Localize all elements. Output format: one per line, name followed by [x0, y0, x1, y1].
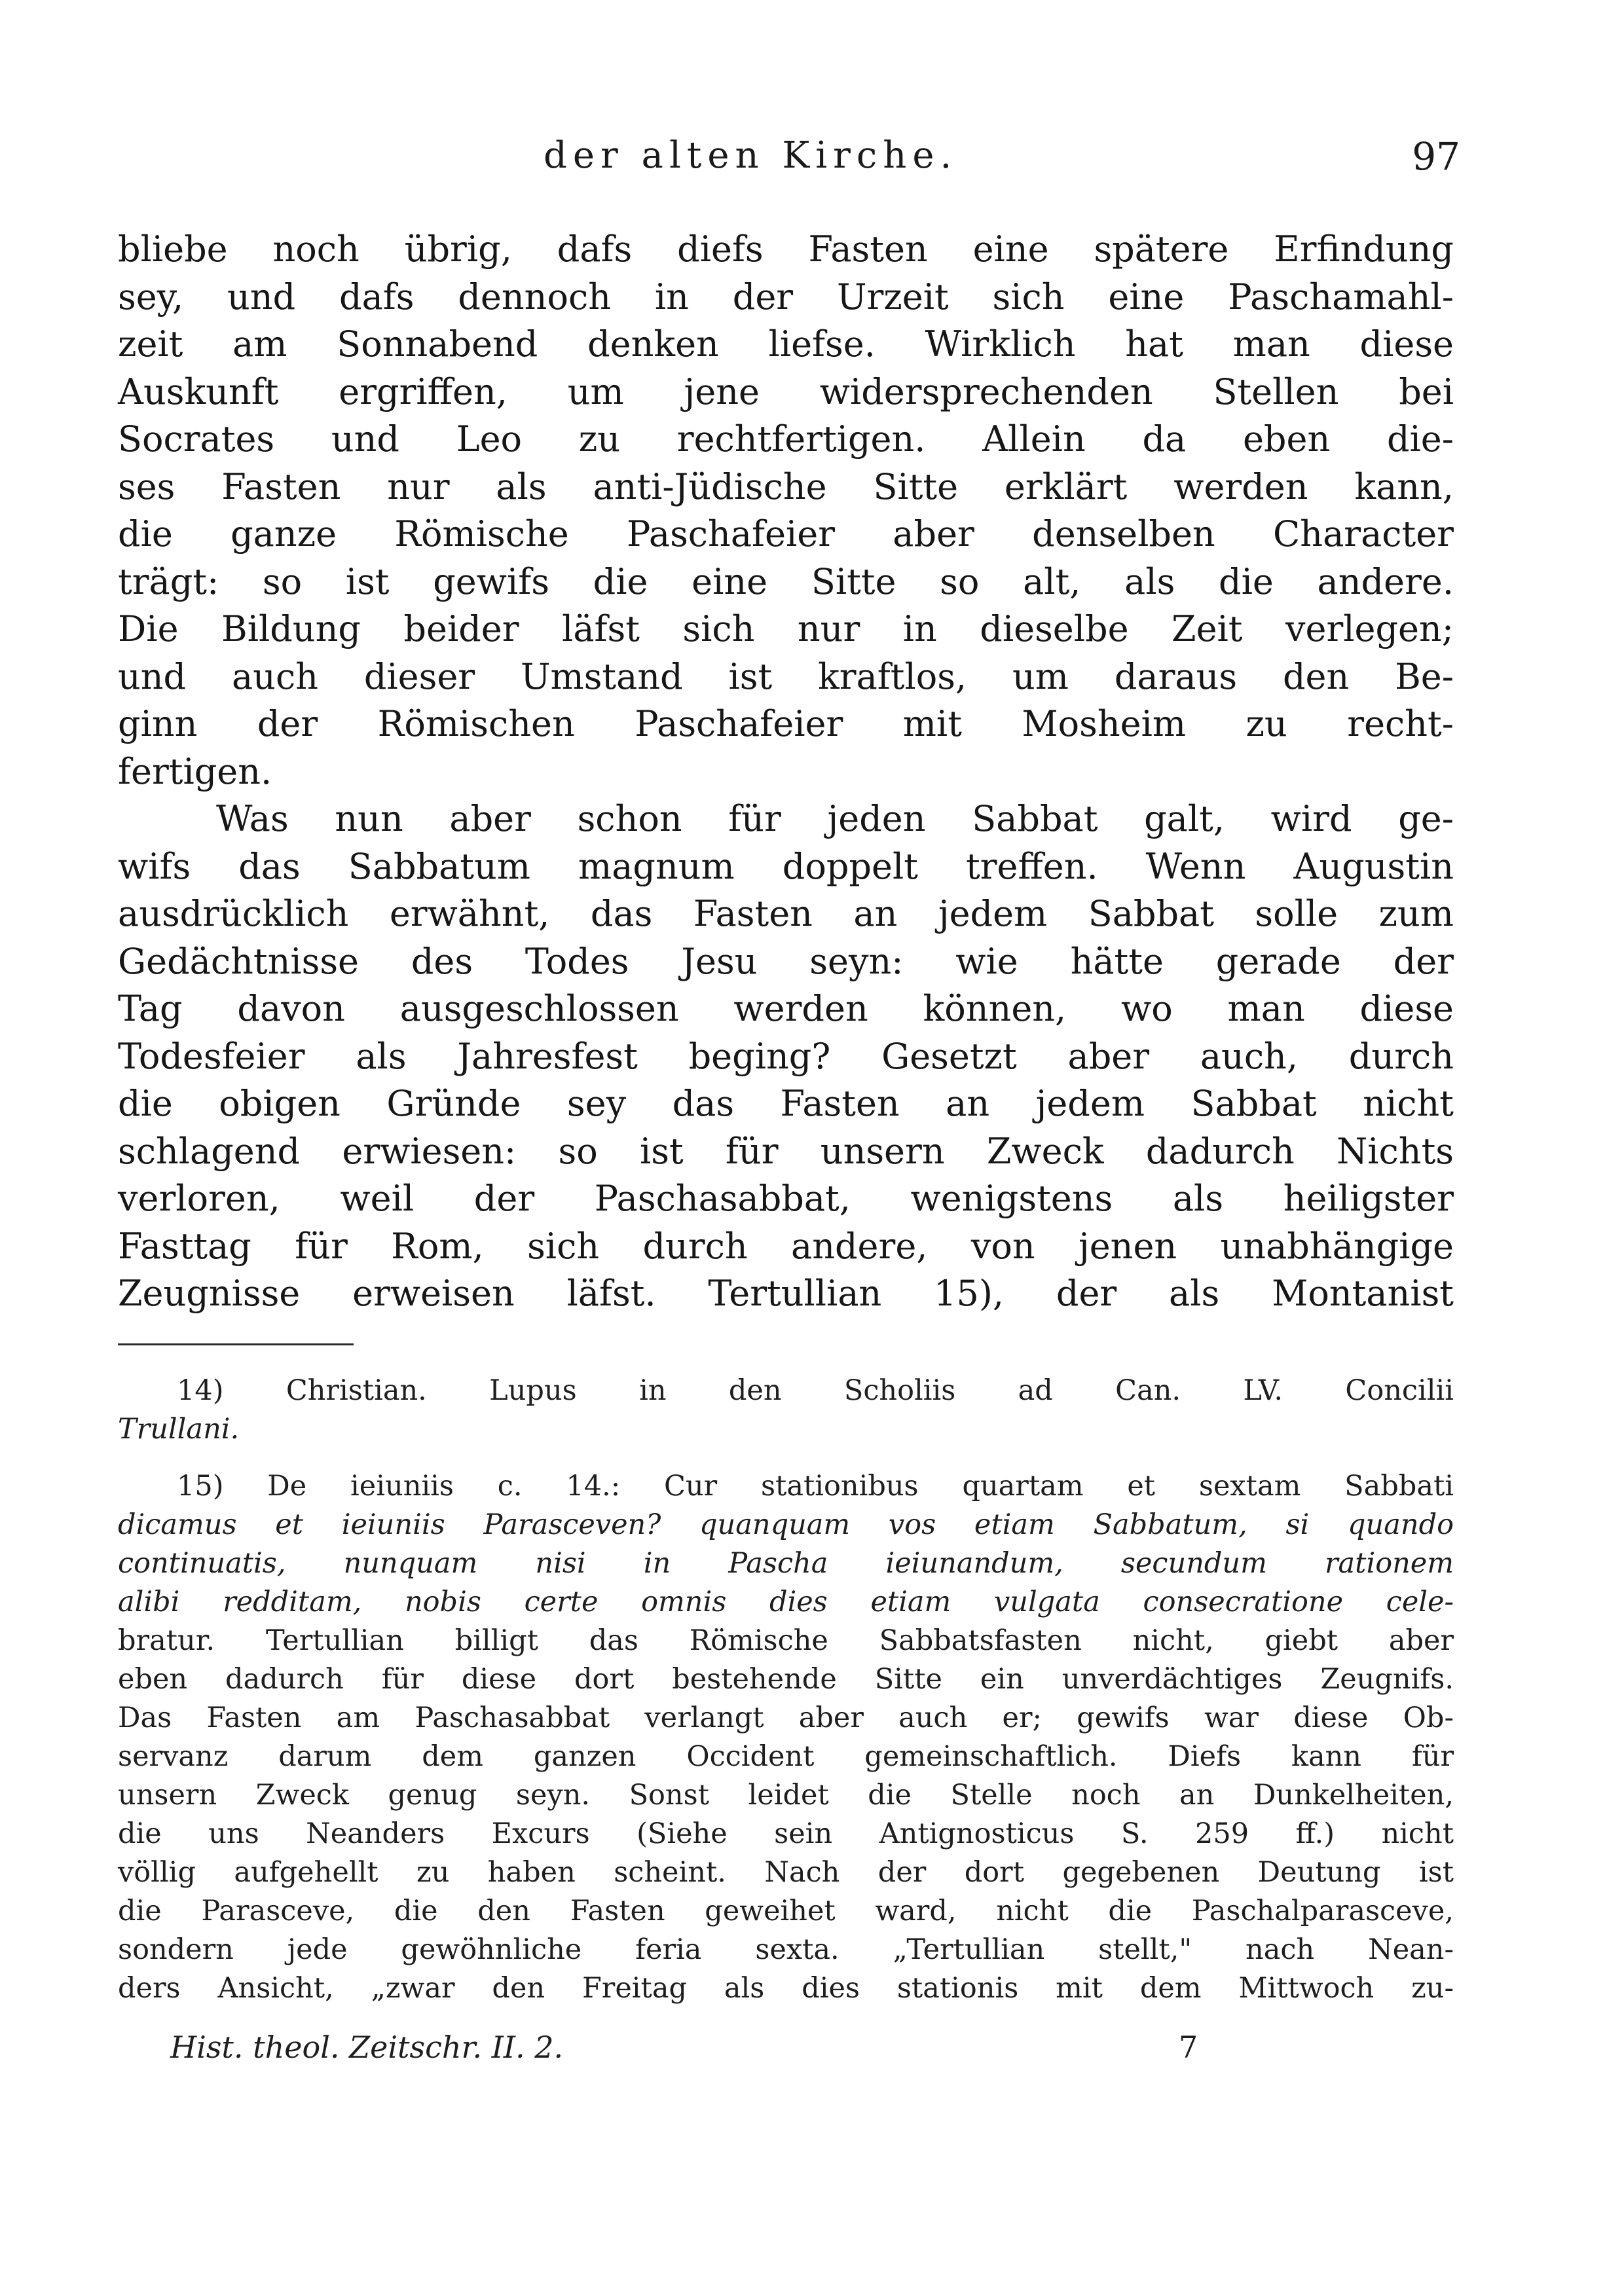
footnote-line: dicamus et ieiuniis Parasceven? quanquam vos etiam Sabbatum, si quando: [118, 1508, 1454, 1541]
footnote-line: die Parasceve, die den Fasten geweihet ward, nicht die Paschalparasceve,: [118, 1895, 1454, 1927]
text-line: wifs das Sabbatum magnum doppelt treffen. Wenn Augustin: [118, 845, 1454, 887]
footnote-line: sondern jede gewöhnliche feria sexta. „Tertullian stellt," nach Nean-: [118, 1933, 1454, 1966]
text-line: trägt: so ist gewifs die eine Sitte so alt, als die andere.: [118, 560, 1454, 602]
text-line: fertigen.: [118, 750, 272, 792]
text-line: Socrates und Leo zu rechtfertigen. Allein da eben die-: [118, 418, 1454, 460]
footnote-line: 14) Christian. Lupus in den Scholiis ad Can. LV. Concilii: [177, 1374, 1454, 1407]
text-line: Fasttag für Rom, sich durch andere, von jenen unabhängige: [118, 1225, 1454, 1267]
text-line: ausdrücklich erwähnt, das Fasten an jedem Sabbat solle zum: [118, 893, 1454, 934]
text-line: bliebe noch übrig, dafs diefs Fasten eine spätere Erfindung: [118, 228, 1454, 270]
text-line: Was nun aber schon für jeden Sabbat galt, wird ge-: [216, 798, 1454, 839]
text-line: Auskunft ergriffen, um jene widersprechenden Stellen bei: [118, 371, 1454, 412]
text-line: ses Fasten nur als anti-Jüdische Sitte erklärt werden kann,: [118, 465, 1454, 507]
text-line: ginn der Römischen Paschafeier mit Mosheim zu recht-: [118, 703, 1454, 744]
running-head: der alten Kirche.: [544, 134, 958, 177]
footnote-line: ders Ansicht, „zwar den Freitag als dies stationis mit dem Mittwoch zu-: [118, 1972, 1454, 2005]
text-line: sey, und dafs dennoch in der Urzeit sich eine Paschamahl-: [118, 276, 1454, 318]
footnote-line: eben dadurch für diese dort bestehende Sitte ein unverdächtiges Zeugnifs.: [118, 1663, 1454, 1696]
page-header: [118, 134, 1460, 193]
printer-signature: Hist. theol. Zeitschr. II. 2.: [170, 2030, 564, 2065]
footnote-line: alibi redditam, nobis certe omnis dies etiam vulgata consecratione cele-: [118, 1586, 1454, 1618]
footnotes: [118, 1372, 1454, 2008]
text-line: zeit am Sonnabend denken liefse. Wirklich hat man diese: [118, 323, 1454, 365]
footnote-line: servanz darum dem ganzen Occident gemeinschaftlich. Diefs kann für: [118, 1740, 1454, 1773]
text-line: die obigen Gründe sey das Fasten an jedem Sabbat nicht: [118, 1083, 1454, 1124]
signature-mark: 7: [1179, 2030, 1198, 2065]
footnote-line: Trullani.: [118, 1413, 240, 1446]
footnote-line: bratur. Tertullian billigt das Römische Sabbatsfasten nicht, giebt aber: [118, 1624, 1454, 1657]
text-line: und auch dieser Umstand ist kraftlos, um daraus den Be-: [118, 655, 1454, 697]
text-line: die ganze Römische Paschafeier aber denselben Character: [118, 513, 1454, 555]
footnote-line: continuatis, nunquam nisi in Pascha ieiunandum, secundum rationem: [118, 1547, 1454, 1580]
text-line: Zeugnisse erweisen läfst. Tertullian 15), der als Montanist: [118, 1273, 1454, 1314]
footnote-divider: [118, 1343, 354, 1345]
text-line: verloren, weil der Paschasabbat, wenigstens als heiligster: [118, 1178, 1454, 1219]
text-line: schlagend erwiesen: so ist für unsern Zweck dadurch Nichts: [118, 1130, 1454, 1172]
footnote-line: die uns Neanders Excurs (Siehe sein Antignosticus S. 259 ff.) nicht: [118, 1817, 1454, 1850]
text-line: Tag davon ausgeschlossen werden können, wo man diese: [118, 988, 1454, 1029]
footnote-line: völlig aufgehellt zu haben scheint. Nach der dort gegebenen Deutung ist: [118, 1856, 1454, 1889]
text-line: Todesfeier als Jahresfest beging? Gesetzt aber auch, durch: [118, 1035, 1454, 1077]
footnote-line: Das Fasten am Paschasabbat verlangt aber auch er; gewifs war diese Ob-: [118, 1702, 1454, 1734]
footnote-line: unsern Zweck genug seyn. Sonst leidet die Stelle noch an Dunkelheiten,: [118, 1779, 1454, 1812]
text-line: Gedächtnisse des Todes Jesu seyn: wie hätte gerade der: [118, 940, 1454, 982]
text-line: Die Bildung beider läfst sich nur in dieselbe Zeit verlegen;: [118, 608, 1454, 649]
footnote-line: 15) De ieiuniis c. 14.: Cur stationibus quartam et sextam Sabbati: [177, 1470, 1454, 1503]
page-number: 97: [1412, 134, 1460, 179]
main-text: [118, 226, 1454, 1318]
